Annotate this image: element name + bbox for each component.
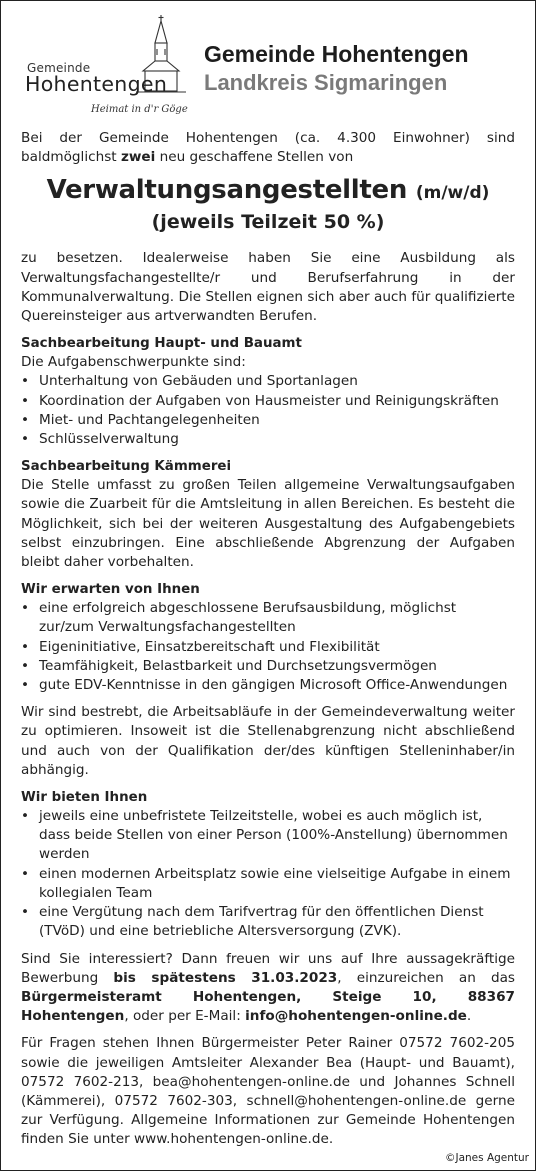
list-item: • Schlüsselverwaltung bbox=[21, 430, 515, 449]
list-item: • Unterhaltung von Gebäuden und Sportanlagen bbox=[21, 372, 515, 391]
apply-text: Sind Sie interessiert? Dann freuen wir uns auf Ihre aussagekräftige Bewerbung bbox=[21, 950, 515, 986]
apply-text: , oder per E-Mail: bbox=[124, 1008, 246, 1025]
logo-big-text: Hohentengen bbox=[25, 72, 168, 96]
list-item: • einen modernen Arbeitsplatz sowie eine vielseitige Aufgabe in einem kollegialen Team bbox=[21, 865, 515, 903]
agency-credit: ©Janes Agentur bbox=[444, 1151, 529, 1164]
application-paragraph bbox=[21, 950, 515, 1027]
intro-bold: zwei bbox=[120, 149, 156, 166]
job-title bbox=[21, 173, 515, 210]
job-title-main: Verwaltungsangestellten bbox=[46, 175, 408, 206]
intro-text: Bei der Gemeinde Hohentengen (ca. 4.300 Einwohner) sind baldmöglichst bbox=[21, 130, 515, 166]
deadline: bis spätestens 31.03.2023 bbox=[113, 969, 338, 986]
list-item: • eine Vergütung nach dem Tarifvertrag für den öffentlichen Dienst (TVöD) und eine betriebliche Altersversorgung (ZVK). bbox=[21, 903, 515, 941]
logo-small-text: Gemeinde bbox=[27, 61, 91, 75]
section-title: Wir erwarten von Ihnen bbox=[21, 582, 200, 598]
section-kaemmerei bbox=[21, 457, 515, 572]
section-intro: Die Aufgabenschwerpunkte sind: bbox=[21, 354, 246, 371]
apply-text: . bbox=[466, 1008, 472, 1025]
header-municipality: Gemeinde Hohentengen bbox=[204, 41, 469, 67]
list-item: • eine erfolgreich abgeschlossene Berufsausbildung, möglichst zur/zum Verwaltungsfachangestellten bbox=[21, 599, 515, 637]
list-item: • Teamfähigkeit, Belastbarkeit und Durchsetzungsvermögen bbox=[21, 657, 515, 676]
section-text: Die Stelle umfasst zu großen Teilen allgemeine Verwaltungsaufgaben sowie die Zuarbeit für die Amtsleitung in allen Bereichen. Es besteht die Möglichkeit, sich bei der weiteren Ausgestaltung des Aufgabengebiets selbst einzubringen. Eine abschließende Abgrenzung der Aufgaben bleibt daher vorbehalten. bbox=[21, 477, 515, 571]
job-subtitle: (jeweils Teilzeit 50 %) bbox=[151, 211, 385, 234]
postal-address: Bürgermeisteramt Hohentengen, Steige 10, 88367 Hohentengen bbox=[21, 988, 515, 1025]
logo-motto: Heimat in d'r Göge bbox=[91, 104, 188, 115]
list-item: • jeweils eine unbefristete Teilzeitstelle, wobei es auch möglich ist, dass beide Stellen von einer Person (100%-Anstellung) übernommen werden bbox=[21, 807, 515, 865]
description-paragraph: zu besetzen. Idealerweise haben Sie eine Ausbildung als Verwaltungsfachangestellte/r und Berufserfahrung in der Kommunalverwaltung. Die Stellen eignen sich aber auch für qualifizierte Quereinsteiger aus artverwandten Berufen. bbox=[21, 250, 515, 325]
header-district: Landkreis Sigmaringen bbox=[204, 70, 448, 95]
content bbox=[21, 129, 515, 1150]
section-title: Sachbearbeitung Haupt- und Bauamt bbox=[21, 336, 302, 352]
intro-paragraph bbox=[21, 129, 515, 167]
list-item: • Eigeninitiative, Einsatzbereitschaft und Flexibilität bbox=[21, 638, 515, 657]
contact-paragraph: Für Fragen stehen Ihnen Bürgermeister Peter Rainer 07572 7602-205 sowie die jeweiligen Amtsleiter Alexander Bea (Haupt- und Bauamt), 07572 7602-213, bea@hohentengen-online.de und Johannes Schnell (Kämmerei), 07572 7602-303, schnell@hohentengen-online.de gerne zur Verfügung. Allgemeine Informationen zur Gemeinde Hohentengen finden Sie unter www.hohentengen-online.de. bbox=[21, 1035, 515, 1148]
offer-list bbox=[21, 807, 515, 941]
list-item: • Koordination der Aufgaben von Hausmeister und Reinigungskräften bbox=[21, 392, 515, 411]
municipality-logo bbox=[21, 37, 211, 117]
section-title: Sachbearbeitung Kämmerei bbox=[21, 459, 232, 475]
optimization-paragraph: Wir sind bestrebt, die Arbeitsabläufe in der Gemeindeverwaltung weiter zu optimieren. Insoweit ist die Stellenabgrenzung nicht abschließend und auch von der Qualifikation der/des künftigen Stelleninhaber/in abhängig. bbox=[21, 704, 515, 778]
apply-text: , einzureichen an das bbox=[337, 969, 515, 986]
section-haupt-bauamt bbox=[21, 334, 515, 449]
section-requirements bbox=[21, 580, 515, 695]
task-list bbox=[21, 372, 515, 449]
section-title: Wir bieten Ihnen bbox=[21, 790, 148, 806]
list-item: • Miet- und Pachtangelegenheiten bbox=[21, 411, 515, 430]
list-item: • gute EDV-Kenntnisse in den gängigen Microsoft Office-Anwendungen bbox=[21, 676, 515, 695]
header bbox=[1, 1, 535, 116]
job-title-suffix: (m/w/d) bbox=[415, 183, 490, 204]
intro-text-end: neu geschaffene Stellen von bbox=[155, 149, 354, 166]
requirements-list bbox=[21, 599, 515, 695]
application-email: info@hohentengen-online.de bbox=[245, 1008, 467, 1025]
section-offer bbox=[21, 788, 515, 941]
